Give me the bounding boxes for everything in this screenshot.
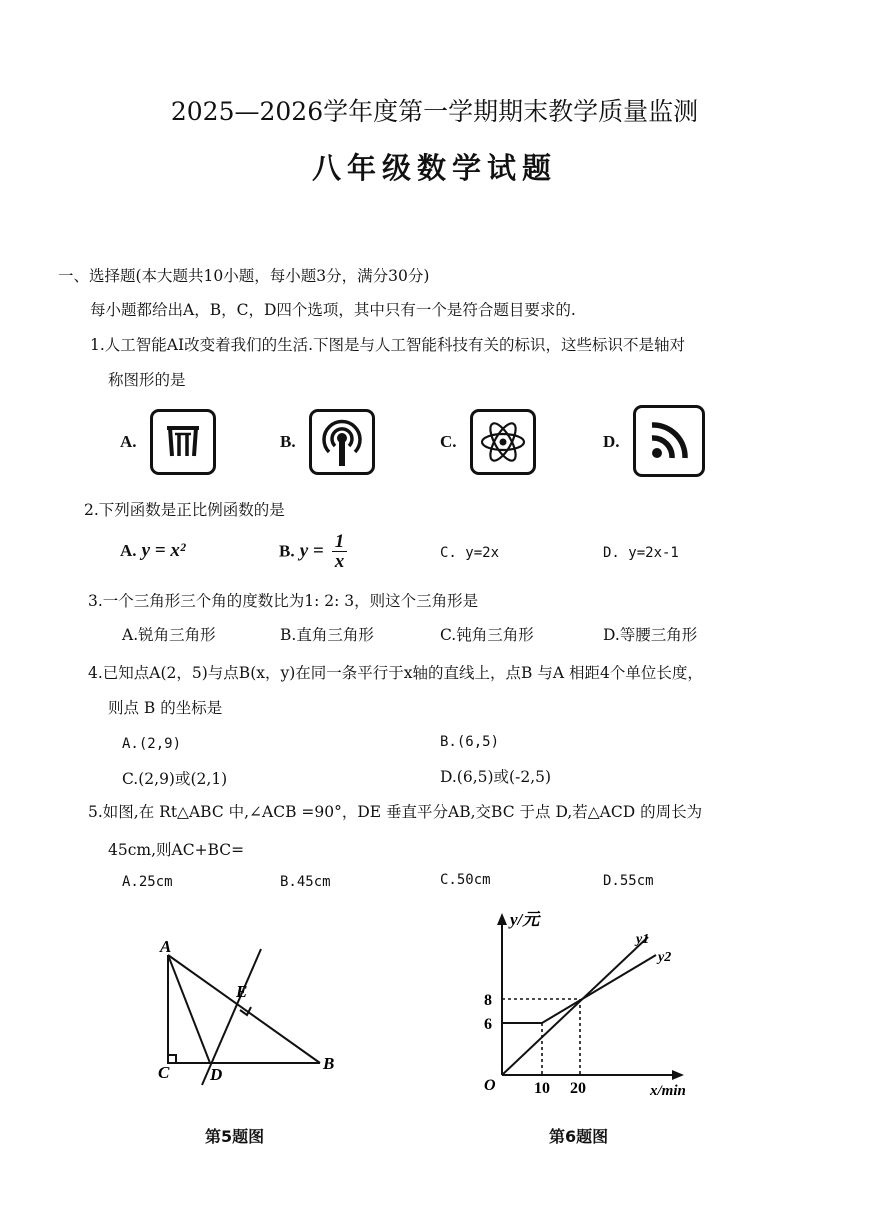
q1-option-c-label: C. xyxy=(440,432,457,451)
gate-logo-icon xyxy=(150,409,216,475)
q5-option-d: D.55cm xyxy=(603,873,654,889)
line-y2 xyxy=(502,955,656,1023)
q2-option-b xyxy=(279,532,347,571)
q1-stem-line2: 称图形的是 xyxy=(108,371,186,389)
q5-option-c: C.50cm xyxy=(440,872,491,888)
q3-stem: 3.一个三角形三个角的度数比为1: 2: 3，则这个三角形是 xyxy=(88,592,479,610)
label-c: C xyxy=(158,1063,170,1082)
q2-option-b-fraction xyxy=(332,532,348,571)
q5-option-a: A.25cm xyxy=(122,874,173,890)
q2-option-c: C. y=2x xyxy=(440,545,500,561)
q4-option-c: C.(2,9)或(2,1) xyxy=(122,770,228,788)
figure6-graph xyxy=(460,905,700,1100)
series-label-y1: y1 xyxy=(636,932,650,947)
q2-option-b-label: B. xyxy=(279,541,295,561)
q1-option-a-label: A. xyxy=(120,432,137,451)
label-d: D xyxy=(210,1065,223,1084)
y-tick-6: 6 xyxy=(484,1016,492,1033)
q3-option-a: A.锐角三角形 xyxy=(122,626,216,644)
x-axis-arrow xyxy=(672,1070,684,1080)
y-axis-arrow xyxy=(497,913,507,925)
section-heading: 一、选择题(本大题共10小题，每小题3分，满分30分) xyxy=(58,267,430,285)
q2-option-a xyxy=(120,540,186,562)
line-y1 xyxy=(502,937,648,1075)
q4-stem-line2: 则点 B 的坐标是 xyxy=(108,699,223,717)
q3-option-d: D.等腰三角形 xyxy=(603,626,698,644)
y-axis-label: y/元 xyxy=(510,910,540,929)
x-axis-label: x/min xyxy=(650,1083,686,1099)
q5-stem-line2: 45cm,则AC+BC= xyxy=(108,841,245,859)
figure5-diagram xyxy=(140,925,360,1090)
series-label-y2: y2 xyxy=(658,950,672,965)
x-tick-20: 20 xyxy=(570,1080,586,1097)
section-instruction: 每小题都给出A，B，C，D四个选项，其中只有一个是符合题目要求的. xyxy=(90,301,576,319)
label-a: A xyxy=(160,937,172,956)
figure6-caption: 第6题图 xyxy=(549,1127,609,1146)
exam-title: 2025—2026学年度第一学期期末教学质量监测 xyxy=(170,97,699,126)
x-tick-10: 10 xyxy=(534,1080,550,1097)
q1-stem-line1: 1.人工智能AI改变着我们的生活.下图是与人工智能科技有关的标识，这些标识不是轴对 xyxy=(90,336,686,354)
q2-option-a-label: A. xyxy=(120,541,137,560)
q2-stem: 2.下列函数是正比例函数的是 xyxy=(84,501,285,519)
q3-option-c: C.钝角三角形 xyxy=(440,626,534,644)
label-b: B xyxy=(323,1054,335,1073)
segment-ab xyxy=(168,955,320,1063)
q3-option-b: B.直角三角形 xyxy=(280,626,374,644)
y-tick-8: 8 xyxy=(484,992,492,1009)
exam-subtitle: 八年级数学试题 xyxy=(311,151,557,185)
q1-option-b-label: B. xyxy=(280,432,296,451)
q4-option-a: A.(2,9) xyxy=(122,736,182,752)
atom-logo-icon xyxy=(470,409,536,475)
q1-option-d-label: D. xyxy=(603,432,620,451)
fraction-numerator: 1 xyxy=(332,532,348,552)
figure5-caption: 第5题图 xyxy=(205,1127,265,1146)
rss-feed-logo-icon xyxy=(633,405,705,477)
label-e: E xyxy=(236,982,248,1001)
segment-ad xyxy=(168,955,210,1063)
right-angle-mark-c xyxy=(168,1055,176,1063)
fraction-denominator: x xyxy=(334,551,345,572)
q2-option-d: D. y=2x-1 xyxy=(603,545,679,561)
q2-option-b-formula: y = xyxy=(299,540,324,562)
q5-stem-line1: 5.如图,在 Rt△ABC 中,∠ACB =90°，DE 垂直平分AB,交BC 于点 D,若△ACD 的周长为 xyxy=(88,803,703,821)
q4-stem-line1: 4.已知点A(2，5)与点B(x，y)在同一条平行于x轴的直线上，点B 与A 相距4个单位长度， xyxy=(88,664,703,682)
q2-option-a-formula: y = x² xyxy=(141,540,186,561)
q4-option-d: D.(6,5)或(-2,5) xyxy=(440,768,552,786)
q4-option-b: B.(6,5) xyxy=(440,734,500,750)
q5-option-b: B.45cm xyxy=(280,874,331,890)
origin-label: O xyxy=(484,1077,496,1094)
signal-tower-logo-icon xyxy=(309,409,375,475)
